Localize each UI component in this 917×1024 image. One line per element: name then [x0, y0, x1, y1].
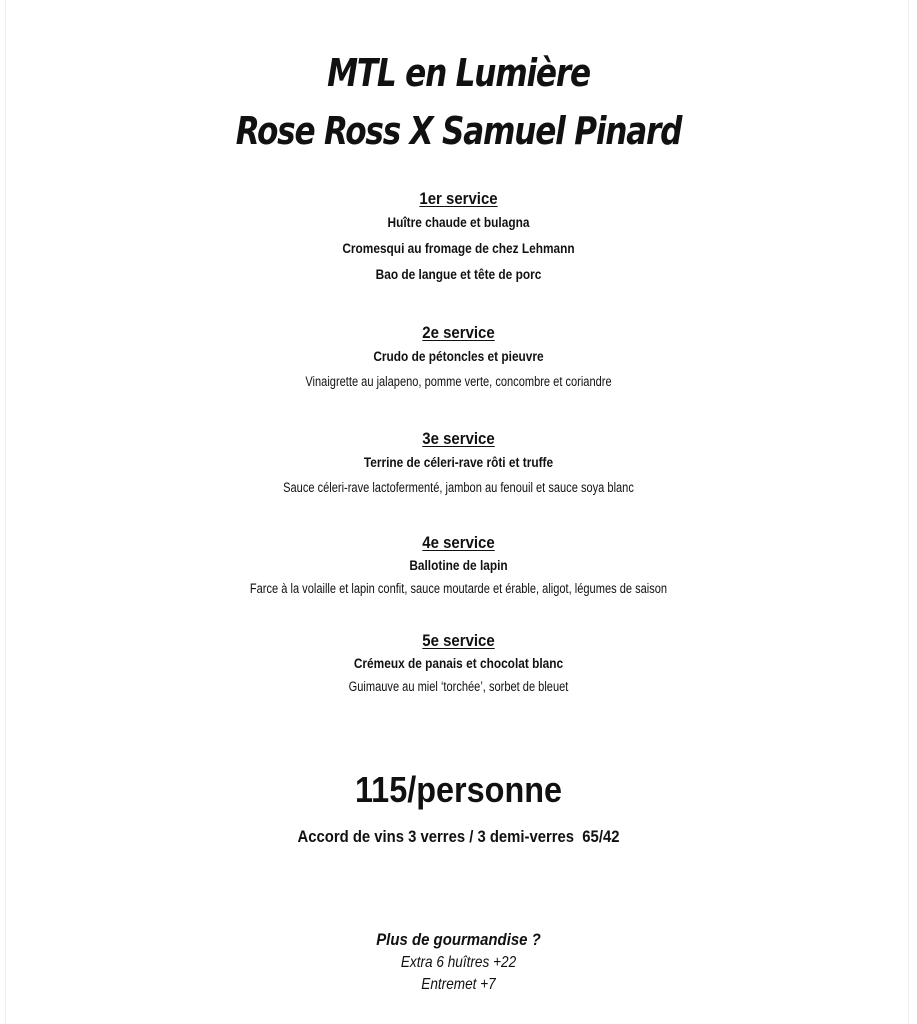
dish-detail: Vinaigrette au jalapeno, pomme verte, concombre et coriandre	[305, 374, 612, 389]
service-heading: 2e service	[422, 323, 495, 342]
service-heading: 5e service	[422, 631, 495, 650]
dish-detail: Sauce céleri-rave lactofermenté, jambon au fenouil et sauce soya blanc	[283, 480, 634, 495]
dish-name: Crémeux de panais et chocolat blanc	[353, 656, 564, 671]
service-section-3	[0, 428, 917, 500]
service-section-1	[0, 188, 917, 288]
dish-detail: Farce à la volaille et lapin confit, sauce moutarde et érable, aligot, légumes de saison	[249, 581, 668, 596]
extras-section	[0, 928, 917, 996]
menu-title: MTL en Lumière	[327, 51, 590, 95]
dish-name: Terrine de céleri-rave rôti et truffe	[363, 455, 554, 470]
service-heading: 1er service	[419, 189, 498, 208]
extras-title: Plus de gourmandise ?	[376, 930, 541, 949]
service-heading: 3e service	[422, 429, 495, 448]
service-section-4	[0, 532, 917, 600]
extras-item: Entremet +7	[421, 976, 496, 993]
dish-name: Crudo de pétoncles et pieuvre	[373, 349, 544, 364]
dish-name: Cromesqui au fromage de chez Lehmann	[342, 241, 575, 256]
dish-name: Huître chaude et bulagna	[387, 215, 530, 230]
service-section-5	[0, 630, 917, 698]
dish-name: Bao de langue et tête de porc	[375, 267, 542, 282]
dish-detail: Guimauve au miel ‘torchée’, sorbet de bleuet	[348, 679, 569, 694]
service-heading: 4e service	[422, 533, 495, 552]
service-section-2	[0, 322, 917, 394]
extras-item: Extra 6 huîtres +22	[400, 954, 517, 971]
menu-subtitle: Rose Ross X Samuel Pinard	[235, 109, 682, 153]
dish-name: Ballotine de lapin	[409, 558, 508, 573]
wine-pairing: Accord de vins 3 verres / 3 demi-verres 65/42	[297, 828, 620, 846]
price-per-person: 115/personne	[354, 769, 563, 810]
